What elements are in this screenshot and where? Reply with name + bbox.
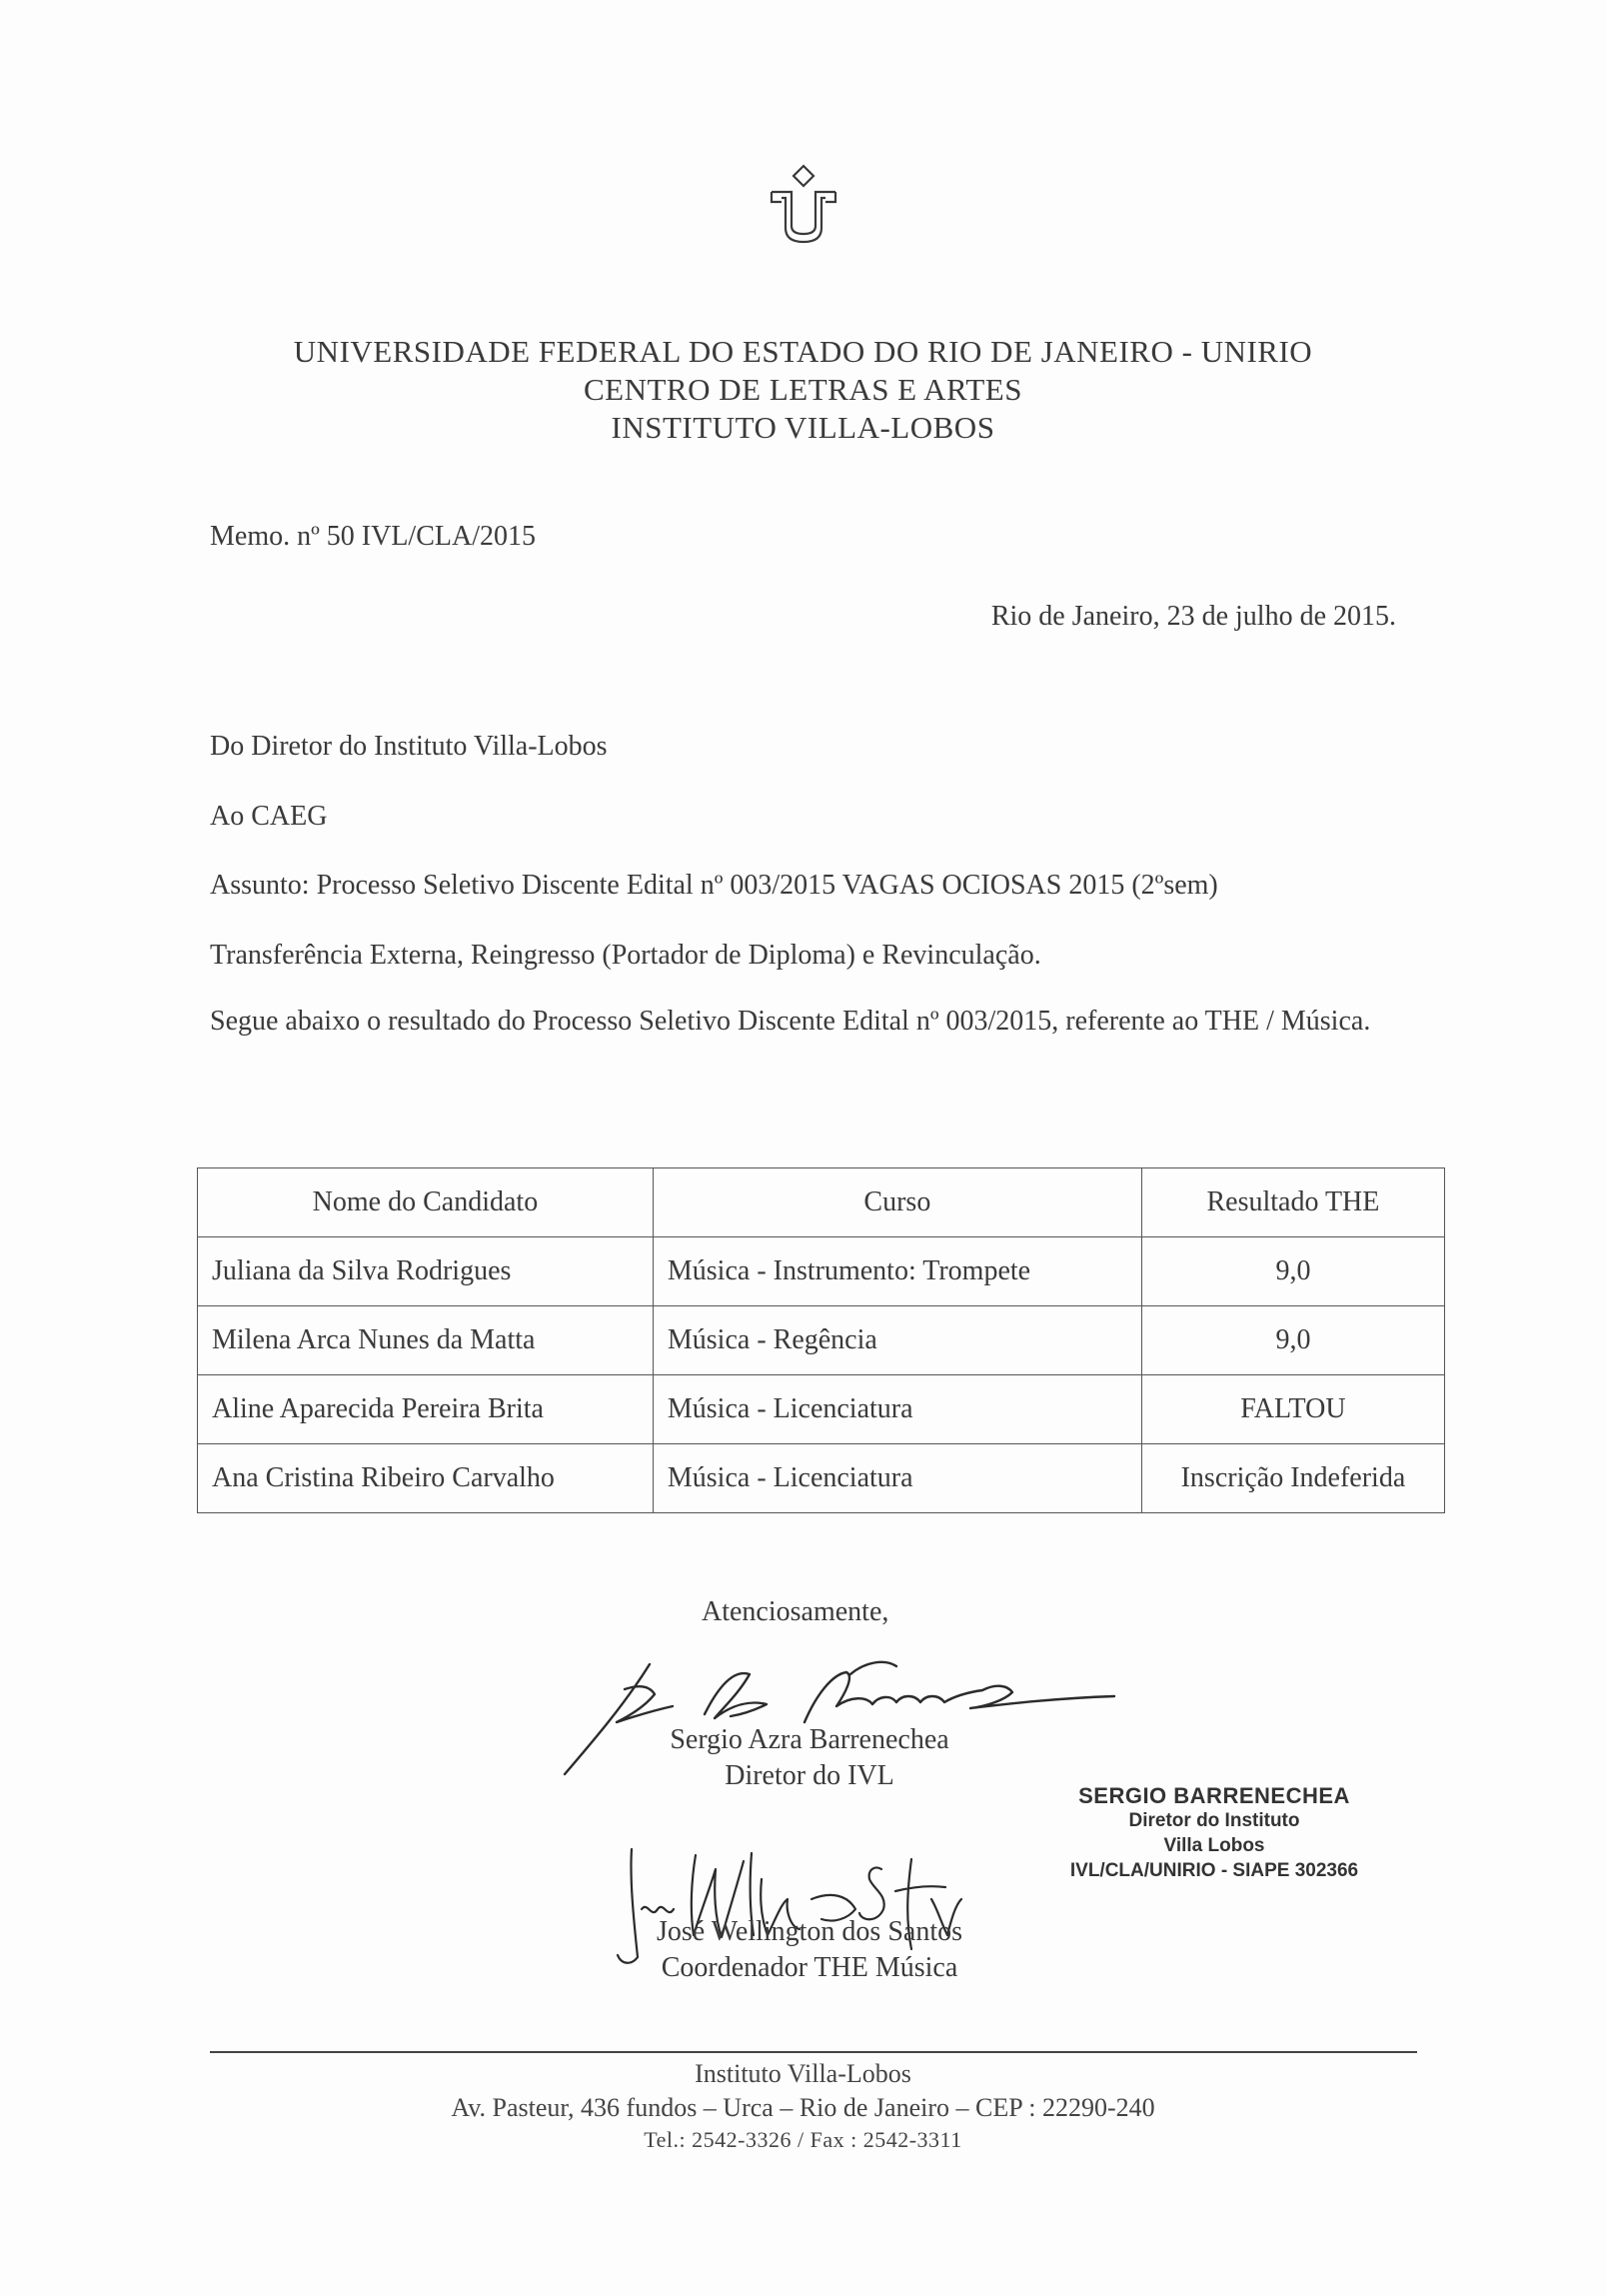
- memo-number: Memo. nº 50 IVL/CLA/2015: [210, 521, 536, 552]
- course-name: Música - Instrumento: Trompete: [653, 1237, 1141, 1306]
- candidate-name: Juliana da Silva Rodrigues: [198, 1237, 654, 1306]
- footer-address: Av. Pasteur, 436 fundos – Urca – Rio de Janeiro – CEP : 22290-240: [451, 2093, 1155, 2122]
- column-header-result: Resultado THE: [1141, 1168, 1444, 1237]
- stamp-registration: IVL/CLA/UNIRIO - SIAPE 302366: [1069, 1860, 1359, 1881]
- institute-name: INSTITUTO VILLA-LOBOS: [611, 410, 995, 445]
- course-name: Música - Licenciatura: [653, 1444, 1141, 1513]
- candidate-name: Aline Aparecida Pereira Brita: [198, 1375, 654, 1444]
- column-header-course: Curso: [653, 1168, 1141, 1237]
- coordinator-title: Coordenador THE Música: [661, 1952, 958, 1983]
- director-title: Diretor do IVL: [725, 1760, 894, 1791]
- candidate-name: Milena Arca Nunes da Matta: [198, 1306, 654, 1375]
- university-name: UNIVERSIDADE FEDERAL DO ESTADO DO RIO DE JANEIRO - UNIRIO: [293, 334, 1313, 369]
- table-row: [198, 1237, 1445, 1306]
- course-name: Música - Regência: [653, 1306, 1141, 1375]
- center-name: CENTRO DE LETRAS E ARTES: [584, 372, 1022, 407]
- stamp-name: SERGIO BARRENECHEA: [1078, 1783, 1350, 1808]
- result-value: 9,0: [1141, 1237, 1444, 1306]
- unirio-logo-icon: [762, 162, 845, 246]
- recipient-line: Ao CAEG: [210, 801, 328, 832]
- footer: [0, 2057, 1606, 2155]
- letter-date: Rio de Janeiro, 23 de julho de 2015.: [990, 601, 1396, 632]
- candidate-name: Ana Cristina Ribeiro Carvalho: [198, 1444, 654, 1513]
- footer-institute: Instituto Villa-Lobos: [695, 2059, 911, 2088]
- stamp-title: Diretor do Instituto: [1128, 1810, 1300, 1831]
- footer-contact: Tel.: 2542-3326 / Fax : 2542-3311: [644, 2127, 962, 2152]
- table-row: [198, 1306, 1445, 1375]
- subject-continuation: Transferência Externa, Reingresso (Portador de Diploma) e Revinculação.: [210, 940, 1041, 971]
- column-header-candidate: Nome do Candidato: [198, 1168, 654, 1237]
- director-name: Sergio Azra Barrenechea: [670, 1724, 949, 1755]
- director-signature-block: [600, 1722, 1019, 1794]
- result-value: FALTOU: [1141, 1375, 1444, 1444]
- footer-divider: [210, 2051, 1417, 2053]
- body-paragraph: Segue abaixo o resultado do Processo Seletivo Discente Edital nº 003/2015, referente ao THE / Música.: [210, 1006, 1371, 1037]
- official-stamp: [1029, 1783, 1399, 1883]
- coordinator-signature-block: [600, 1914, 1019, 1986]
- course-name: Música - Licenciatura: [653, 1375, 1141, 1444]
- letterhead: [0, 333, 1606, 447]
- result-value: 9,0: [1141, 1306, 1444, 1375]
- table-row: [198, 1444, 1445, 1513]
- table-row: [198, 1375, 1445, 1444]
- results-table: [197, 1167, 1445, 1513]
- table-header-row: [198, 1168, 1445, 1237]
- result-value: Inscrição Indeferida: [1141, 1444, 1444, 1513]
- coordinator-name: José Wellington dos Santos: [656, 1916, 963, 1947]
- stamp-institute: Villa Lobos: [1163, 1835, 1265, 1856]
- closing-salutation: Atenciosamente,: [702, 1596, 889, 1627]
- sender-line: Do Diretor do Instituto Villa-Lobos: [210, 731, 608, 762]
- subject-line: Assunto: Processo Seletivo Discente Edital nº 003/2015 VAGAS OCIOSAS 2015 (2ºsem): [210, 870, 1218, 901]
